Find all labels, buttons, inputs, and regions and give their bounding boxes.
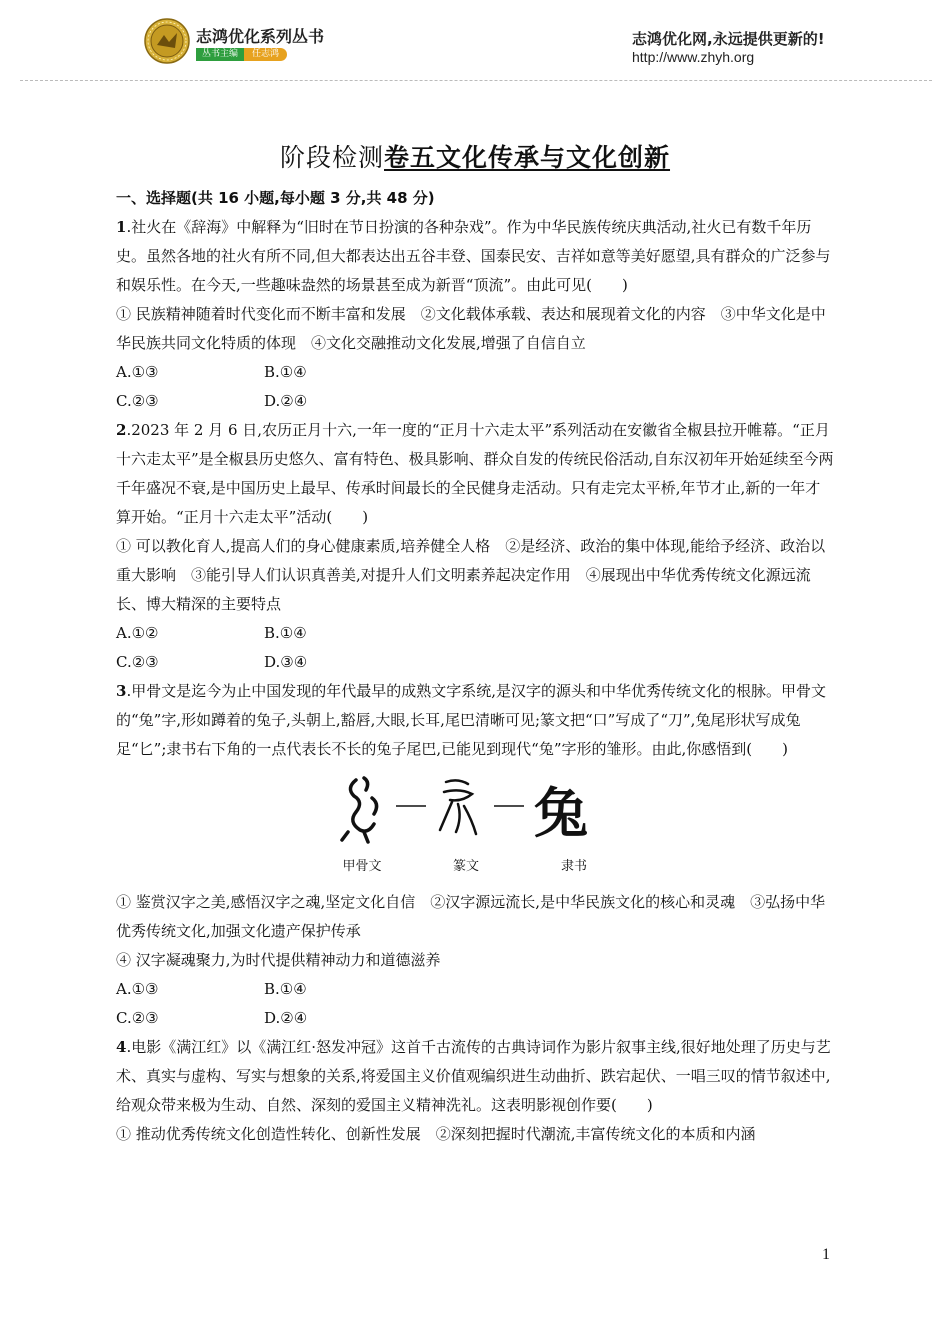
option-c[interactable]: C.②③ <box>116 1009 159 1027</box>
option-c[interactable]: C.②③ <box>116 653 159 671</box>
question-4 <box>116 1033 834 1149</box>
question-statements: ① 推动优秀传统文化创造性转化、创新性发展 ②深刻把握时代潮流,丰富传统文化的本质和内涵 <box>116 1125 756 1143</box>
option-b[interactable]: B.①④ <box>264 363 307 381</box>
question-stem <box>116 213 834 300</box>
figure-label-oracle: 甲骨文 <box>342 859 382 874</box>
title-prefix: 阶段检测 <box>279 143 384 172</box>
page-number: 1 <box>822 1246 830 1263</box>
option-a[interactable]: A.①② <box>116 624 159 642</box>
series-title: 志鸿优化系列丛书 <box>196 27 325 46</box>
figure-label-clerical: 隶书 <box>560 859 587 874</box>
question-stem <box>116 677 834 764</box>
question-stem <box>116 416 834 532</box>
question-text: .甲骨文是迄今为止中国发现的年代最早的成熟文字系统,是汉字的源头和中华优秀传统文化的根脉。甲骨文的“兔”字,形如蹲着的兔子,头朝上,豁唇,大眼,长耳,尾巴清晰可见;篆文把“口”写成了“刀”,兔尾形状写成兔足“匕”;隶书右下角的一点代表长不长的兔子尾巴,已能见到现代“兔”字形的雏形。由此,你感悟到( ) <box>116 682 826 758</box>
option-a[interactable]: A.①③ <box>116 980 159 998</box>
page-title <box>0 138 950 174</box>
options-row <box>116 1004 834 1033</box>
question-statements: ① 可以教化育人,提高人们的身心健康素质,培养健全人格 ②是经济、政治的集中体现,能给予经济、政治以重大影响 ③能引导人们认识真善美,对提升人们文明素养起决定作用 ④展现出中华优秀传统文化源远流长、博大精深的主要特点 <box>116 537 826 613</box>
publisher-logo-icon <box>144 18 190 64</box>
rabbit-glyph-evolution <box>334 768 634 854</box>
question-text: .电影《满江红》以《满江红·怒发冲冠》这首千古流传的古典诗词作为影片叙事主线,很好地处理了历史与艺术、真实与虚构、写实与想象的关系,将爱国主义价值观编织进生动曲折、跌宕起伏、一唱三叹的情节叙述中,给观众带来极为生动、自然、深刻的爱国主义精神洗礼。这表明影视创作要( ) <box>116 1038 831 1114</box>
options-row <box>116 387 834 416</box>
title-main: 卷五文化传承与文化创新 <box>384 143 671 172</box>
editor-label: 丛书主编 <box>196 48 244 61</box>
question-statements: ① 民族精神随着时代变化而不断丰富和发展 ②文化载体承载、表达和展现着文化的内容 ③中华文化是中华民族共同文化特质的体现 ④文化交融推动文化发展,增强了自信自立 <box>116 305 826 352</box>
exam-content <box>116 184 834 1149</box>
options-row <box>116 975 834 1004</box>
option-c[interactable]: C.②③ <box>116 392 159 410</box>
figure-label-seal: 篆文 <box>452 859 479 874</box>
options-row <box>116 648 834 677</box>
question-number: 4 <box>116 1038 127 1056</box>
question-number: 3 <box>116 682 127 700</box>
header-slogan: 志鸿优化网,永远提供更新的! <box>632 30 825 48</box>
option-a[interactable]: A.①③ <box>116 363 159 381</box>
clerical-script-rabbit-glyph: 兔 <box>534 782 588 845</box>
option-d[interactable]: D.②④ <box>264 392 308 410</box>
editor-bar <box>196 48 287 61</box>
section-heading: 一、选择题(共 16 小题,每小题 3 分,共 48 分) <box>116 189 435 207</box>
header-divider <box>20 80 932 81</box>
question-1 <box>116 213 834 416</box>
question-statements: ④ 汉字凝魂聚力,为时代提供精神动力和道德滋养 <box>116 951 441 969</box>
oracle-bone-rabbit-glyph <box>342 778 377 842</box>
options-row <box>116 619 834 648</box>
options-row <box>116 358 834 387</box>
question-text: .2023 年 2 月 6 日,农历正月十六,一年一度的“正月十六走太平”系列活动在安徽省全椒县拉开帷幕。“正月十六走太平”是全椒县历史悠久、富有特色、极具影响、群众自发的传统民俗活动,自东汉初年开始延续至今两千年盛况不衰,是中国历史上最早、传承时间最长的全民健身走活动。只有走完太平桥,年节才止,新的一年才算开始。“正月十六走太平”活动( ) <box>116 421 834 526</box>
question-statements: ① 鉴赏汉字之美,感悟汉字之魂,坚定文化自信 ②汉字源远流长,是中华民族文化的核心和灵魂 ③弘扬中华优秀传统文化,加强文化遗产保护传承 <box>116 893 826 940</box>
page-header <box>0 0 950 82</box>
option-b[interactable]: B.①④ <box>264 624 307 642</box>
option-b[interactable]: B.①④ <box>264 980 307 998</box>
question-number: 2 <box>116 421 127 439</box>
rabbit-character-figure <box>116 764 834 888</box>
option-d[interactable]: D.②④ <box>264 1009 308 1027</box>
question-3 <box>116 677 834 1033</box>
editor-name: 任志鸿 <box>244 48 287 61</box>
header-url[interactable]: http://www.zhyh.org <box>632 49 755 65</box>
question-number: 1 <box>116 218 127 236</box>
question-stem <box>116 1033 834 1120</box>
question-2 <box>116 416 834 677</box>
option-d[interactable]: D.③④ <box>264 653 308 671</box>
seal-script-rabbit-glyph <box>440 780 476 834</box>
question-text: .社火在《辞海》中解释为“旧时在节日扮演的各种杂戏”。作为中华民族传统庆典活动,社火已有数千年历史。虽然各地的社火有所不同,但大都表达出五谷丰登、国泰民安、吉祥如意等美好愿望,具有群众的广泛参与和娱乐性。在今天,一些趣味盎然的场景甚至成为新晋“顶流”。由此可见( ) <box>116 218 831 294</box>
